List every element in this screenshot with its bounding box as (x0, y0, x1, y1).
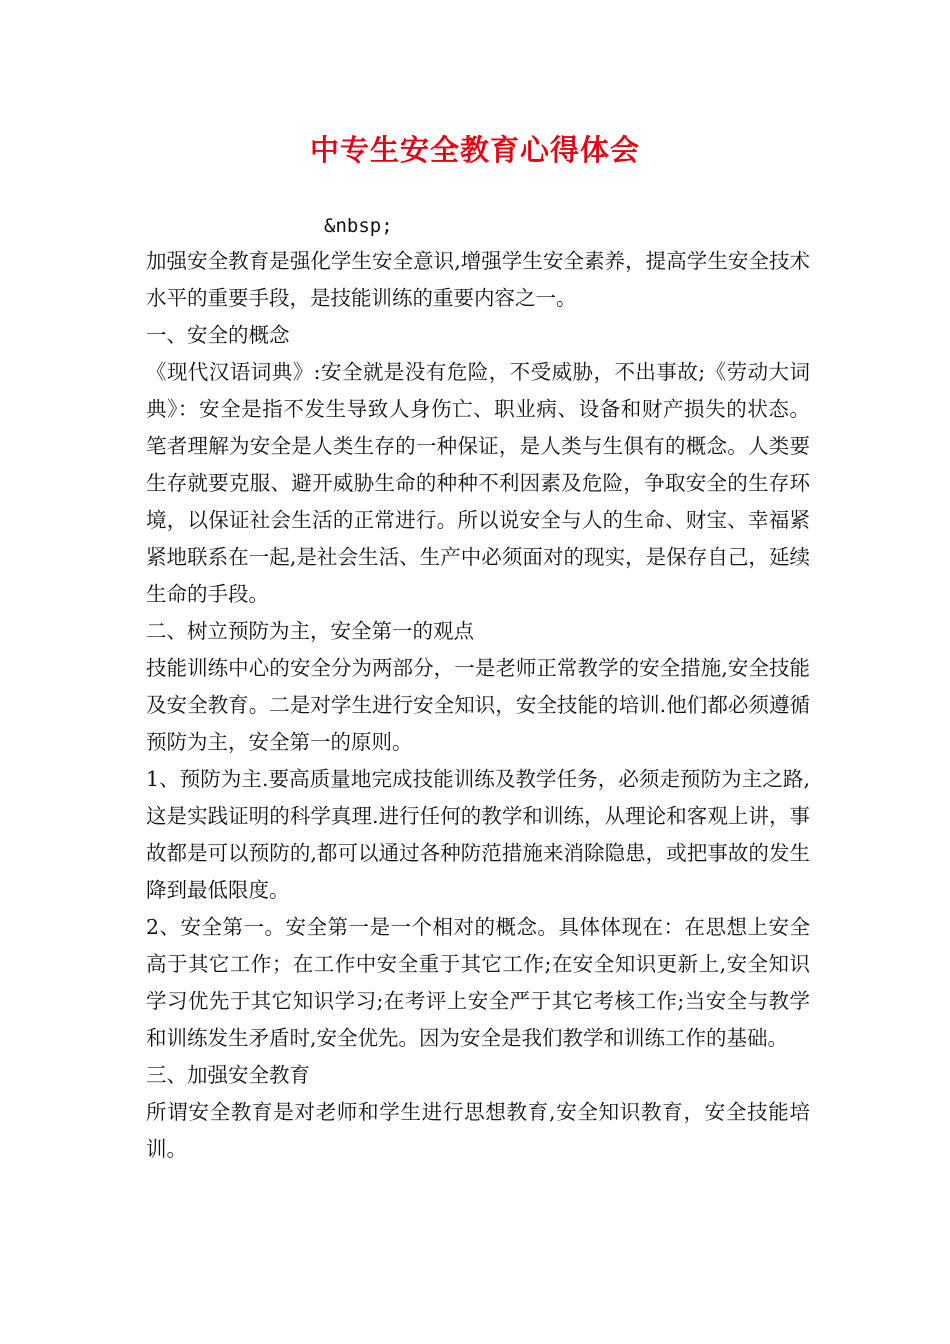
document-body (146, 243, 810, 1168)
section-heading-3: 三、加强安全教育 (146, 1063, 310, 1087)
document-title: 中专生安全教育心得体会 (309, 133, 640, 167)
paragraph-safety-education: 所谓安全教育是对老师和学生进行思想教育,安全知识教育，安全技能培训。 (146, 1100, 810, 1161)
placeholder-line: &nbsp; (324, 215, 393, 237)
paragraph-prevention: 1、预防为主.要高质量地完成技能训练及教学任务，必须走预防为主之路,这是实践证明的科学真理.进行任何的教学和训练，从理论和客观上讲，事故都是可以预防的,都可以通过各种防范措施来消除隐患，或把事故的发生降到最低限度。 (146, 767, 810, 902)
paragraph-safety-first: 2、安全第一。安全第一是一个相对的概念。具体体现在：在思想上安全高于其它工作；在工作中安全重于其它工作;在安全知识更新上,安全知识学习优先于其它知识学习;在考评上安全严于其它考核工作;当安全与教学和训练发生矛盾时,安全优先。因为安全是我们教学和训练工作的基础。 (146, 915, 810, 1050)
section-heading-1: 一、安全的概念 (146, 323, 290, 347)
paragraph-training-center: 技能训练中心的安全分为两部分，一是老师正常教学的安全措施,安全技能及安全教育。二是对学生进行安全知识，安全技能的培训.他们都必须遵循预防为主，安全第一的原则。 (146, 656, 810, 754)
paragraph-intro: 加强安全教育是强化学生安全意识,增强学生安全素养，提高学生安全技术水平的重要手段，是技能训练的重要内容之一。 (146, 249, 810, 310)
paragraph-concept: 《现代汉语词典》:安全就是没有危险，不受威胁，不出事故;《劳动大词典》：安全是指不发生导致人身伤亡、职业病、设备和财产损失的状态。笔者理解为安全是人类生存的一种保证，是人类与生俱有的概念。人类要生存就要克服、避开威胁生命的种种不利因素及危险，争取安全的生存环境，以保证社会生活的正常进行。所以说安全与人的生命、财宝、幸福紧紧地联系在一起,是社会生活、生产中必须面对的现实，是保存自己，延续生命的手段。 (146, 360, 810, 606)
section-heading-2: 二、树立预防为主，安全第一的观点 (146, 619, 474, 643)
